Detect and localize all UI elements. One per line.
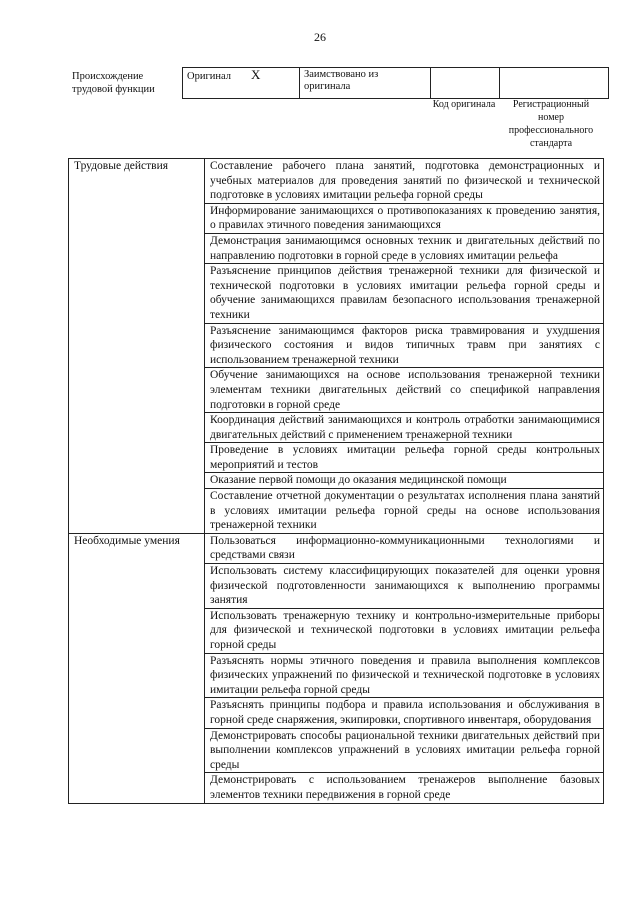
section-item: Оказание первой помощи до оказания медицинской помощи <box>205 473 604 489</box>
section-item: Демонстрировать способы рациональной техники двигательных действий при выполнении комплексов упражнений в условиях имитации рельефа горной среды <box>205 728 604 773</box>
section-item: Использовать систему классифицирующих показателей для оценки уровня физической подготовленности занимающихся к выполнению программы занятия <box>205 564 604 609</box>
origin-borrowed-cell: Заимствовано из оригинала <box>300 68 431 99</box>
section-item: Разъяснять нормы этичного поведения и правила выполнения комплексов физических упражнений по физической и технической подготовке в условиях имитации рельефа горной среды <box>205 653 604 698</box>
origin-original-label: Оригинал <box>187 71 231 82</box>
section-item: Демонстрация занимающимся основных техник и двигательных действий по направлению подготовки в горной среде в условиях имитации рельефа <box>205 233 604 263</box>
origin-label: Происхождение трудовой функции <box>72 71 155 95</box>
table-row <box>69 533 604 563</box>
section-title: Трудовые действия <box>69 159 205 534</box>
functions-table-body <box>69 159 604 804</box>
section-item: Пользоваться информационно-коммуникационными технологиями и средствами связи <box>205 533 604 563</box>
section-item: Разъяснение занимающимся факторов риска травмирования и ухудшения физического состояния и видов типичных травм при занятиях с использованием тренажерной техники <box>205 323 604 368</box>
section-item: Составление рабочего плана занятий, подготовка демонстрационных и учебных материалов для проведения занятий по физической и технической подготовке в условиях имитации рельефа горной среды <box>205 159 604 204</box>
origin-original-mark: X <box>251 67 261 82</box>
section-item: Разъяснять принципы подбора и правила использования и обслуживания в горной среде снаряжения, экипировки, спортивного инвентаря, оборудования <box>205 698 604 728</box>
table-row <box>69 159 604 204</box>
section-title: Необходимые умения <box>69 533 205 803</box>
functions-table <box>68 158 604 804</box>
reg-number-label: Регистрационный номер профессионального стандарта <box>508 99 594 149</box>
section-item: Демонстрировать с использованием тренажеров выполнение базовых элементов техники передвижения в горной среде <box>205 773 604 803</box>
section-item: Обучение занимающихся на основе использования тренажерной техники элементам техники двигательных действий со спецификой направления подготовки в горной среде <box>205 368 604 413</box>
section-item: Составление отчетной документации о результатах исполнения плана занятий в условиях имитации рельефа горной среды на основе использования тренажерной техники <box>205 489 604 534</box>
origin-reg-cell <box>500 68 609 99</box>
section-item: Разъяснение принципов действия тренажерной техники для физической и технической подготовки в условиях имитации рельефа горной среды и обучение занимающихся правилам безопасного использования тренажерной техники <box>205 264 604 323</box>
code-original-label: Код оригинала <box>432 99 496 110</box>
page-number: 26 <box>314 30 326 44</box>
origin-table <box>182 67 609 99</box>
section-item: Использовать тренажерную технику и контрольно-измерительные приборы для физической и технической подготовки в условиях имитации рельефа горной среды <box>205 608 604 653</box>
section-item: Координация действий занимающихся и контроль отработки занимающимися двигательных действий с применением тренажерной техники <box>205 413 604 443</box>
section-item: Проведение в условиях имитации рельефа горной среды контрольных мероприятий и тестов <box>205 443 604 473</box>
origin-code-cell <box>431 68 500 99</box>
section-item: Информирование занимающихся о противопоказаниях к проведению занятия, о правилах этичного поведения занимающихся <box>205 203 604 233</box>
origin-original-cell <box>183 68 300 99</box>
